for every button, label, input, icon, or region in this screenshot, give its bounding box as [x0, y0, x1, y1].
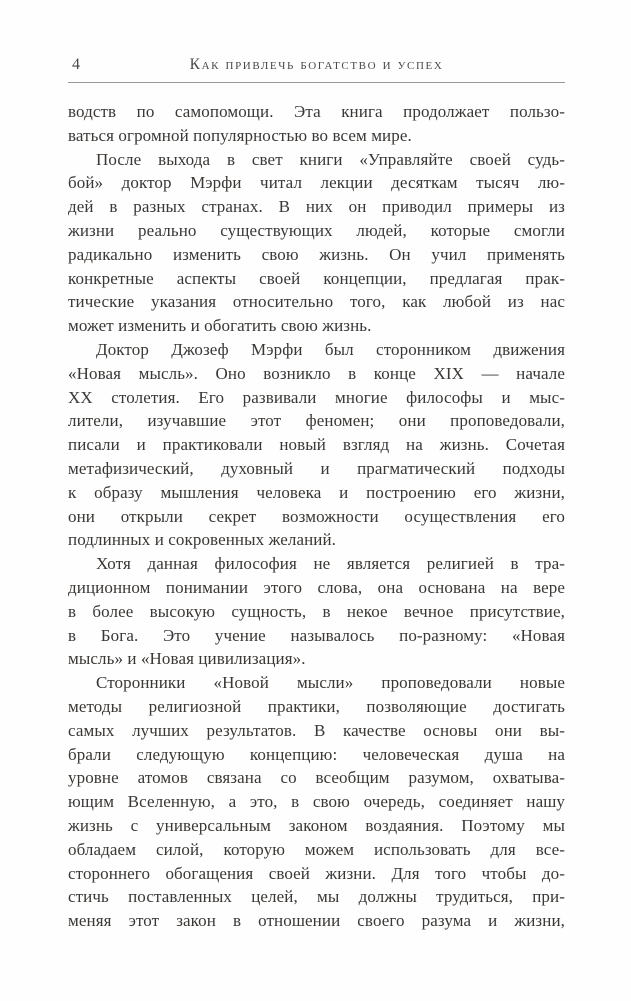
text-line: ющим Вселенную, а это, в свою очередь, соединяет нашу	[68, 792, 565, 812]
text-line: радикально изменить свою жизнь. Он учил применять	[68, 244, 565, 264]
running-head-title: Как привлечь богатство и успех	[189, 56, 444, 73]
text-line: диционном понимании этого слова, она основана на вере	[68, 577, 565, 597]
text-block	[68, 100, 565, 933]
text-line: самых лучших результатов. В качестве основы они вы-	[68, 720, 565, 740]
text-line: мысль» и «Новая цивилизация».	[68, 649, 306, 669]
paragraph	[68, 338, 565, 552]
paragraph	[68, 100, 565, 148]
text-line: «Новая мысль». Оно возникло в конце XIX — начале	[68, 363, 565, 383]
text-line: XX столетия. Его развивали многие философы и мыс-	[68, 387, 565, 407]
text-line: Сторонники «Новой мысли» проповедовали новые	[96, 673, 565, 693]
text-line: После выхода в свет книги «Управляйте своей судь-	[96, 149, 565, 169]
paragraph	[68, 671, 565, 933]
text-line: водств по самопомощи. Эта книга продолжает пользо-	[68, 102, 565, 121]
text-line: бой» доктор Мэрфи читал лекции десяткам тысяч лю-	[68, 173, 565, 193]
text-line: уровне атомов связана со всеобщим разумом, охватыва-	[68, 768, 565, 788]
text-line: Хотя данная философия не является религией в тра-	[96, 554, 565, 574]
text-line: брали следующую концепцию: человеческая душа на	[68, 744, 565, 764]
text-line: обладаем силой, которую можем использовать для все-	[68, 839, 565, 859]
text-line: тические указания относительно того, как любой из нас	[68, 292, 565, 312]
text-line: меняя этот закон в отношении своего разума и жизни,	[68, 911, 565, 931]
text-line: дей в разных странах. В них он приводил примеры из	[68, 197, 565, 217]
text-line: писали и практиковали новый взгляд на жизнь. Сочетая	[68, 435, 565, 455]
text-line: лители, изучавшие этот феномен; они проповедовали,	[68, 411, 565, 431]
paragraph	[68, 552, 565, 671]
paragraph	[68, 148, 565, 338]
text-line: в более высокую сущность, в некое вечное присутствие,	[68, 601, 565, 621]
text-line: стороннего обогащения своей жизни. Для того чтобы до-	[68, 863, 565, 883]
text-line: конкретные аспекты своей концепции, предлагая прак-	[68, 268, 565, 288]
header-rule-divider	[68, 82, 565, 83]
text-line: ваться огромной популярностью во всем мире.	[68, 125, 412, 145]
text-line: методы религиозной практики, позволяющие достигать	[68, 696, 565, 716]
text-line: к образу мышления человека и построению его жизни,	[68, 482, 565, 502]
text-line: подлинных и сокровенных желаний.	[68, 530, 337, 550]
text-line: в Бога. Это учение называлось по-разному: «Новая	[68, 625, 565, 645]
text-line: может изменить и обогатить свою жизнь.	[68, 316, 372, 336]
text-line: жизни реально существующих людей, которые смогли	[68, 220, 565, 240]
text-line: Доктор Джозеф Мэрфи был сторонником движения	[96, 339, 565, 359]
page-number: 4	[72, 56, 80, 73]
text-line: жизнь с универсальным законом воздаяния. Поэтому мы	[68, 815, 565, 835]
text-line: метафизический, духовный и прагматический подходы	[68, 458, 565, 478]
text-line: они открыли секрет возможности осуществления его	[68, 506, 565, 526]
page-header	[68, 56, 565, 76]
text-line: стичь поставленных целей, мы должны трудиться, при-	[68, 887, 565, 907]
